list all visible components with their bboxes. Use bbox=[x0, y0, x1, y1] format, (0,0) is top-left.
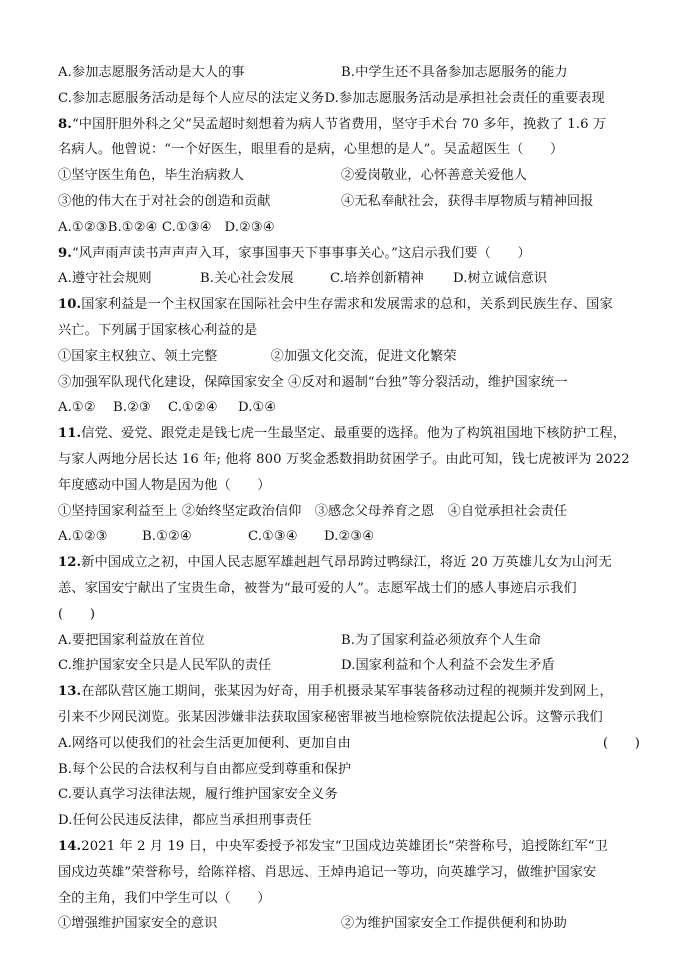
q8-choice-d: D.②③④ bbox=[224, 219, 275, 235]
q9-choices bbox=[58, 266, 644, 292]
q11-statements: ①坚持国家利益至上 ②始终坚定政治信仰 ③感念父母养育之恩 ④自觉承担社会责任 bbox=[58, 503, 568, 519]
q12-stem-line-2: 恙、家国安宁献出了宝贵生命，被誉为“最可爱的人”。志愿军战士们的感人事迹启示我们 bbox=[58, 580, 577, 596]
q12-choice-d: D.国家利益和个人利益不会发生矛盾 bbox=[341, 658, 555, 674]
q14-stem-text-1: 2021 年 2 月 19 日，中央军委授予祁发宝“卫国戍边英雄团长”荣誉称号，追授陈红军“卫 bbox=[81, 838, 608, 854]
q8-choice-c: C.①③④ bbox=[161, 219, 212, 235]
q10-stem-line-1 bbox=[58, 292, 644, 318]
q8-stem-text-1: “中国肝胆外科之父”吴孟超时刻想着为病人节省费用，坚守手术台 70 多年，挽救了 1.6 万 bbox=[71, 116, 607, 132]
q11-stem-text-1: 信党、爱党、跟党走是钱七虎一生最坚定、最重要的选择。他为了构筑祖国地下核防护工程， bbox=[81, 426, 627, 442]
q10-statements-row-2: ③加强军队现代化建设，保障国家安全 ④反对和遏制“台独”等分裂活动，维护国家统一 bbox=[58, 374, 568, 390]
q10-choice-b: B.②③ bbox=[113, 400, 151, 416]
q9-choice-b: B.关心社会发展 bbox=[200, 271, 294, 287]
q8-statement-3: ③他的伟大在于对社会的创造和贡献 bbox=[58, 193, 271, 209]
q12-stem-text-1: 新中国成立之初，中国人民志愿军雄赳赳气昂昂跨过鸭绿江，将近 20 万英雄儿女为山河无 bbox=[81, 555, 612, 571]
q14-statement-2: ②为维护国家安全工作提供便利和协助 bbox=[341, 916, 567, 932]
q13-number: 13. bbox=[58, 684, 82, 700]
q12-answer-bracket: ( ) bbox=[58, 606, 96, 622]
q10-choice-c: C.①②④ bbox=[168, 400, 218, 416]
q9-choice-d: D.树立诚信意识 bbox=[453, 271, 548, 287]
q14-stem-line-1 bbox=[58, 834, 644, 860]
q12-stem-line-1 bbox=[58, 550, 644, 576]
q8-stem-line-2: 名病人。他曾说：“一个好医生，眼里看的是病，心里想的是人”。吴孟超医生（ ） bbox=[58, 142, 564, 158]
q8-statement-4: ④无私奉献社会，获得丰厚物质与精神回报 bbox=[341, 193, 594, 209]
q13-choice-b: B.每个公民的合法权利与自由都应受到尊重和保护 bbox=[58, 761, 352, 777]
q13-stem-line-2: 引来不少网民浏览。张某因涉嫌非法获取国家秘密罪被当地检察院依法提起公诉。这警示我们 bbox=[58, 709, 603, 725]
q9-number: 9. bbox=[58, 245, 72, 261]
q8-stem-line-1 bbox=[58, 112, 644, 138]
q9-choice-c: C.培养创新精神 bbox=[330, 271, 424, 287]
q9-choice-a: A.遵守社会规则 bbox=[58, 271, 152, 287]
q10-choice-d: D.①④ bbox=[238, 400, 277, 416]
q11-choice-a: A.①②③ bbox=[58, 529, 108, 545]
q8-statement-2: ②爱岗敬业，心怀善意关爱他人 bbox=[341, 168, 528, 184]
q8-statements-row-2 bbox=[58, 189, 644, 215]
q12-choices-row-2 bbox=[58, 653, 644, 679]
q8-choices bbox=[58, 215, 644, 241]
q10-choice-a: A.①② bbox=[58, 400, 96, 416]
q10-choices bbox=[58, 395, 644, 421]
q13-stem-line-1 bbox=[58, 679, 644, 705]
q13-answer-bracket: ( ) bbox=[602, 735, 640, 751]
q14-statement-1: ①增强维护国家安全的意识 bbox=[58, 916, 218, 932]
q11-choice-c: C.①③④ bbox=[248, 529, 298, 545]
q9-stem-line-1 bbox=[58, 241, 644, 267]
q9-stem-text-1: “风声雨声读书声声声入耳，家事国事天下事事事关心。”这启示我们要（ ） bbox=[71, 245, 531, 261]
q12-choice-a: A.要把国家利益放在首位 bbox=[58, 632, 205, 648]
q8-choice-b: B.①②④ bbox=[107, 219, 158, 235]
q7-options-row-2 bbox=[58, 86, 644, 112]
q13-choice-a: A.网络可以使我们的社会生活更加便利、更加自由 bbox=[58, 735, 351, 751]
q7-option-b: B.中学生还不具备参加志愿服务的能力 bbox=[341, 65, 568, 80]
q13-choice-a-row bbox=[58, 731, 644, 757]
q7-option-d: D.参加志愿服务活动是承担社会责任的重要表现 bbox=[324, 90, 605, 106]
q14-stem-line-2: 国戍边英雄”荣誉称号，给陈祥榕、肖思远、王焯冉追记一等功，向英雄学习，做维护国家安 bbox=[58, 864, 597, 880]
q14-stem-line-3: 全的主角，我们中学生可以（ ） bbox=[58, 890, 271, 906]
q14-statements-row-1 bbox=[58, 911, 644, 937]
q8-statements-row-1 bbox=[58, 163, 644, 189]
q13-choice-d: D.任何公民违反法律，都应当承担刑事责任 bbox=[58, 813, 312, 829]
q11-choices bbox=[58, 524, 644, 550]
q7-options-row-1 bbox=[58, 60, 644, 86]
q12-number: 12. bbox=[58, 555, 82, 571]
q8-choice-a: A.①②③ bbox=[58, 219, 108, 235]
q11-number: 11. bbox=[58, 426, 82, 442]
q10-statements-row-1: ①国家主权独立、领土完整 ②加强文化交流，促进文化繁荣 bbox=[58, 348, 457, 364]
q7-option-c: C.参加志愿服务活动是每个人应尽的法定义务 bbox=[58, 90, 325, 106]
q8-number: 8. bbox=[58, 116, 72, 132]
q10-number: 10. bbox=[58, 297, 82, 313]
q11-stem-line-3: 年度感动中国人物是因为他（ ） bbox=[58, 477, 271, 493]
q11-choice-d: D.②③④ bbox=[324, 529, 375, 545]
q12-choices-row-1 bbox=[58, 628, 644, 654]
q13-stem-text-1: 在部队营区施工期间，张某因为好奇，用手机摄录某军事装备移动过程的视频并发到网上， bbox=[81, 684, 613, 700]
q11-stem-line-2: 与家人两地分居长达 16 年; 他将 800 万奖金悉数捐助贫困学子。由此可知，钱七虎被评为 2022 bbox=[58, 451, 630, 467]
q12-choice-c: C.维护国家安全只是人民军队的责任 bbox=[58, 658, 272, 674]
q11-choice-b: B.①②④ bbox=[142, 529, 192, 545]
q10-stem-line-2: 兴亡。下列属于国家核心利益的是 bbox=[58, 322, 258, 338]
q13-choice-c: C.要认真学习法律法规，履行维护国家安全义务 bbox=[58, 787, 338, 803]
q8-statement-1: ①坚守医生角色，毕生治病救人 bbox=[58, 168, 245, 184]
q11-stem-line-1 bbox=[58, 421, 644, 447]
q7-option-a: A.参加志愿服务活动是大人的事 bbox=[58, 65, 245, 80]
q12-choice-b: B.为了国家利益必须放弃个人生命 bbox=[341, 632, 542, 648]
q14-number: 14. bbox=[58, 838, 82, 854]
q10-stem-text-1: 国家利益是一个主权国家在国际社会中生存需求和发展需求的总和，关系到民族生存、国家 bbox=[81, 297, 613, 313]
